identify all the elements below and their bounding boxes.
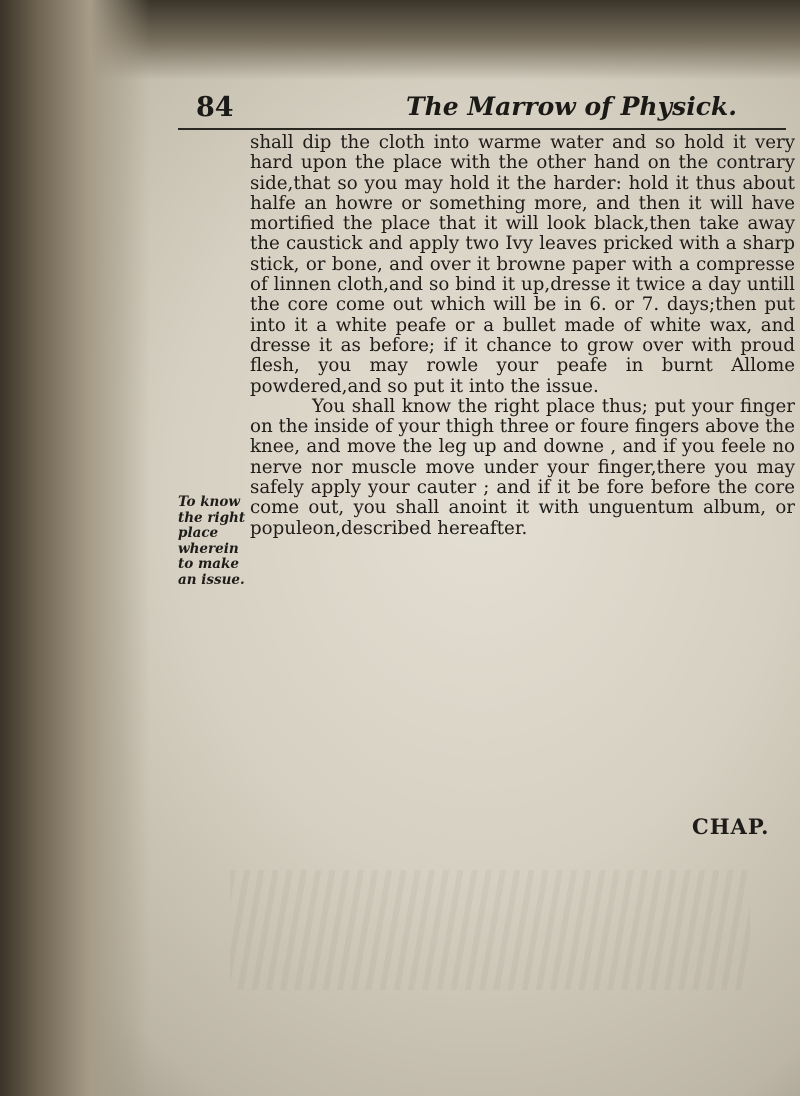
catchword: CHAP. [692, 814, 770, 839]
page-header [196, 92, 786, 128]
book-spine-edge [0, 0, 150, 1096]
body-text [250, 133, 795, 539]
header-rule [178, 128, 786, 130]
paragraph: You shall know the right place thus; put your finger on the inside of your thigh three or foure fingers above the knee, and move the leg up and downe , and if you feele no nerve nor muscle move under your finger,there you may safely apply your cauter ; and if it be fore before the core come out, you shall anoint it with unguentum album, or populeon,described hereafter. [250, 395, 795, 539]
running-title: The Marrow of Physick. [406, 92, 737, 121]
page-number: 84 [196, 92, 234, 123]
paragraph: shall dip the cloth into warme water and so hold it very hard upon the place with the other hand on the contrary side,that so you may hold it the harder: hold it thus about halfe an howre or something more, and then it will have mortified the place that it will look black,then take away the caustick and apply two Ivy leaves pricked with a sharp stick, or bone, and over it browne paper with a compresse of linnen cloth,and so bind it up,dresse it twice a day untill the core come out which will be in 6. or 7. days;then put into it a white peafe or a bullet made of white wax, and dresse it as before; if it chance to grow over with proud flesh, you may rowle your peafe in burnt Allome powdered,and so put it into the issue. [250, 132, 795, 397]
margin-note: To know the right place wherein to make an issue. [178, 494, 246, 588]
show-through-texture [230, 870, 750, 990]
